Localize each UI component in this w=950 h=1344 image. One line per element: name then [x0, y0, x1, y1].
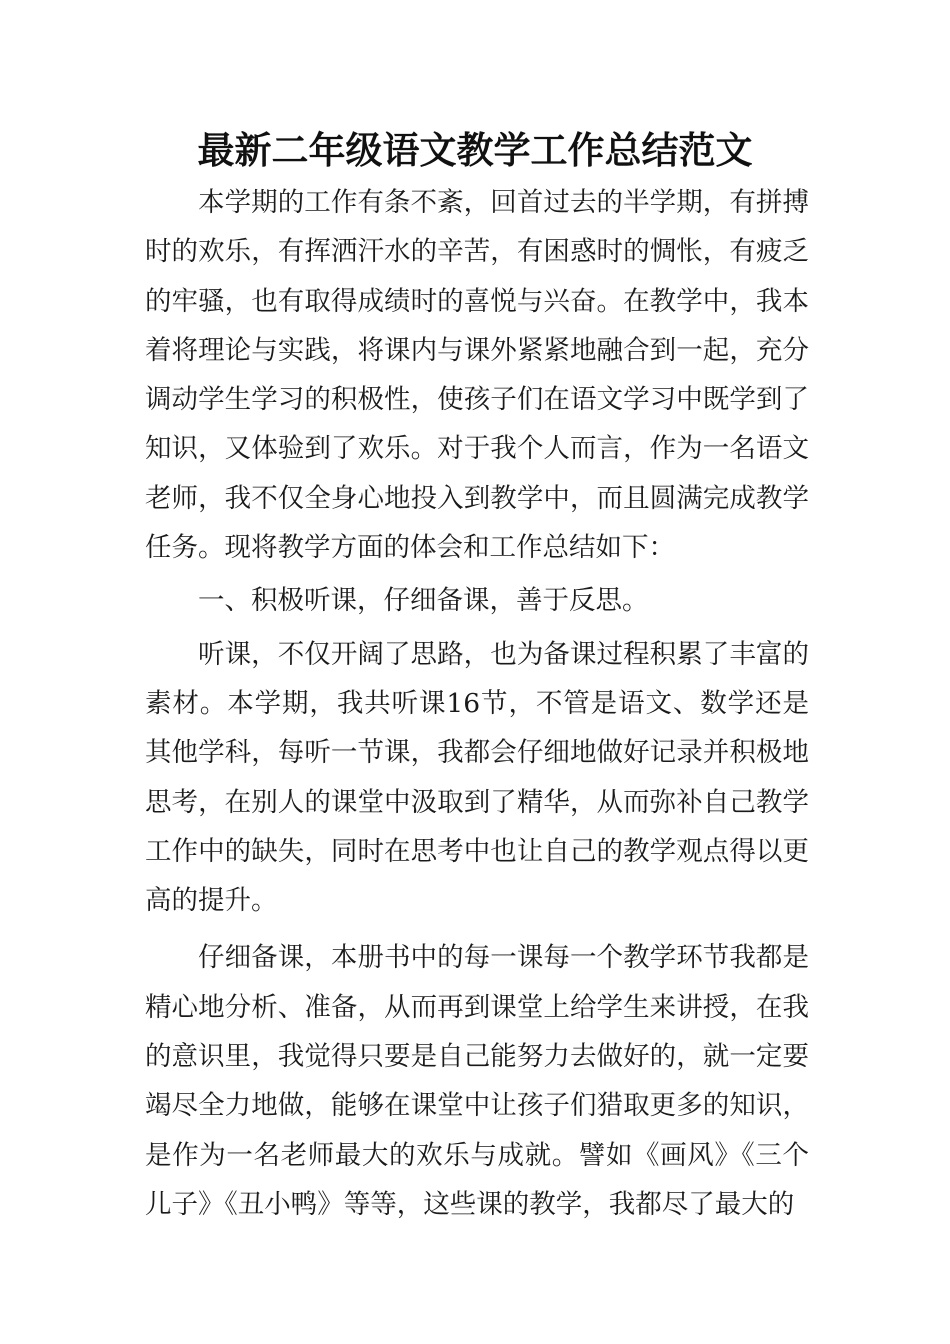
- section-heading: 一、积极听课，仔细备课，善于反思。: [198, 585, 649, 617]
- document-title: 最新二年级语文教学工作总结范文: [197, 129, 753, 172]
- listening-paragraph: 听课，不仅开阔了思路，也为备课过程积累了丰富的素材。本学期，我共听课16节，不管是语文、数学还是其他学科，每听一节课，我都会仔细地做好记录并积极地思考，在别人的课堂中汲取到了精华，从而弥补自己教学工作中的缺失，同时在思考中也让自己的教学观点得以更高的提升。: [145, 638, 809, 917]
- preparation-paragraph: 仔细备课，本册书中的每一课每一个教学环节我都是精心地分析、准备，从而再到课堂上给学生来讲授，在我的意识里，我觉得只要是自己能努力去做好的，就一定要竭尽全力地做，能够在课堂中让孩子们猎取更多的知识，是作为一名老师最大的欢乐与成就。譬如《画风》《三个儿子》《丑小鸭》等等，这些课的教学，我都尽了最大的: [145, 942, 809, 1220]
- intro-paragraph: 本学期的工作有条不紊，回首过去的半学期，有拼搏时的欢乐，有挥洒汗水的辛苦，有困惑时的惆怅，有疲乏的牢骚，也有取得成绩时的喜悦与兴奋。在教学中，我本着将理论与实践，将课内与课外紧紧地融合到一起，充分调动学生学习的积极性，使孩子们在语文学习中既学到了知识，又体验到了欢乐。对于我个人而言，作为一名语文老师，我不仅全身心地投入到教学中，而且圆满完成教学任务。现将教学方面的体会和工作总结如下：: [145, 187, 809, 564]
- document-body: [145, 178, 809, 1229]
